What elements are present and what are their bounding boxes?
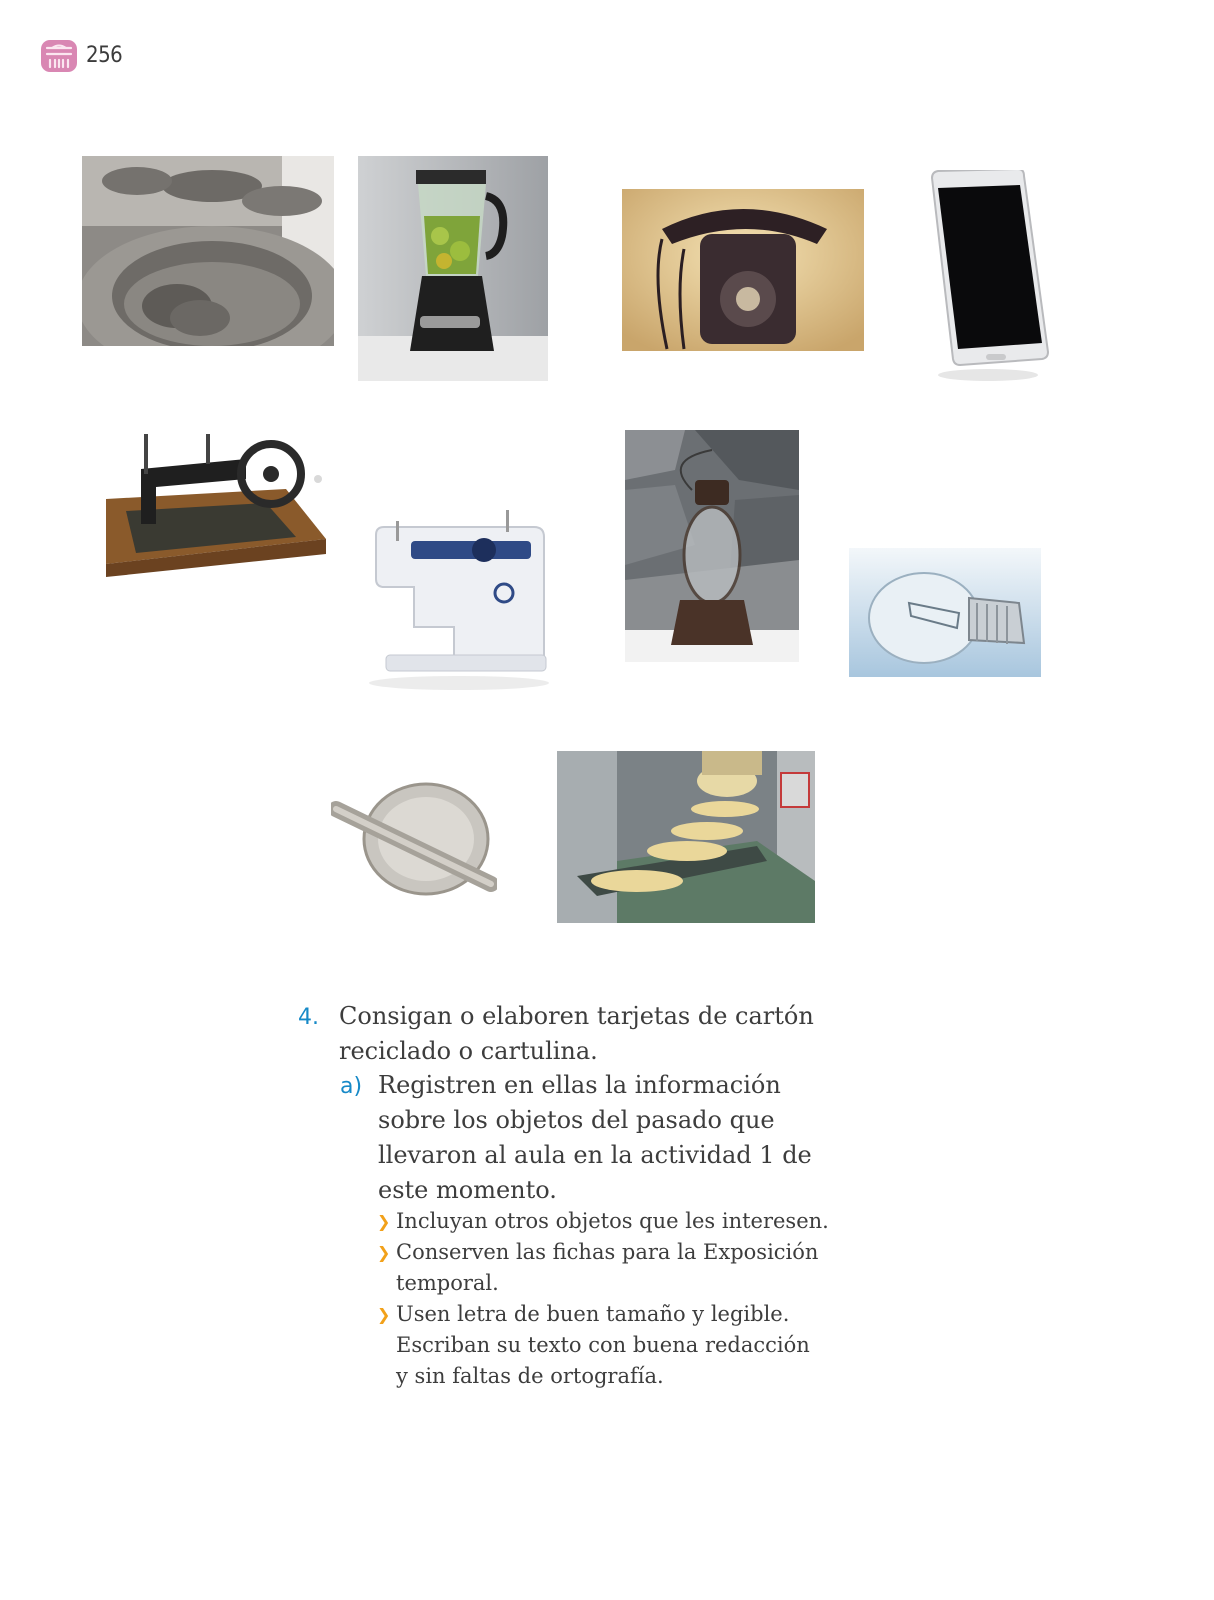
antique-sewing-machine-image	[96, 429, 328, 579]
sub-item-line-3: llevaron al aula en la actividad 1 de	[378, 1141, 812, 1169]
sub-item-letter: a)	[340, 1074, 363, 1099]
activity-text-line-2: reciclado o cartulina.	[339, 1037, 598, 1065]
bullet-arrow-icon: ❯	[377, 1305, 391, 1324]
sub-item-line-2: sobre los objetos del pasado que	[378, 1106, 775, 1134]
tortilla-machine-image	[557, 751, 815, 923]
bullet-1-line-1: Incluyan otros objetos que les interesen.	[396, 1209, 829, 1233]
activity-number: 4.	[298, 1005, 319, 1030]
decorative-glyph-icon	[41, 40, 77, 72]
bullet-arrow-icon: ❯	[377, 1243, 391, 1262]
page-number: 256	[86, 43, 123, 68]
blender-image	[358, 156, 548, 381]
bullet-2-line-2: temporal.	[396, 1271, 499, 1295]
tortilla-press-image	[331, 779, 497, 902]
bullet-3-line-2: Escriban su texto con buena redacción	[396, 1333, 810, 1357]
bullet-arrow-icon: ❯	[377, 1212, 391, 1231]
bullet-2-line-1: Conserven las fichas para la Exposición	[396, 1240, 819, 1264]
smartphone-image	[928, 170, 1052, 382]
bullet-3-line-1: Usen letra de buen tamaño y legible.	[396, 1302, 790, 1326]
sub-item-line-4: este momento.	[378, 1176, 557, 1204]
electric-sewing-machine-image	[366, 505, 552, 690]
metate-image	[82, 156, 334, 346]
light-bulb-image	[849, 548, 1041, 677]
bullet-3-line-3: y sin faltas de ortografía.	[396, 1364, 664, 1388]
sub-item-line-1: Registren en ellas la información	[378, 1071, 781, 1099]
activity-text-line-1: Consigan o elaboren tarjetas de cartón	[339, 1002, 814, 1030]
telephone-image	[622, 189, 864, 351]
lantern-image	[625, 430, 799, 662]
